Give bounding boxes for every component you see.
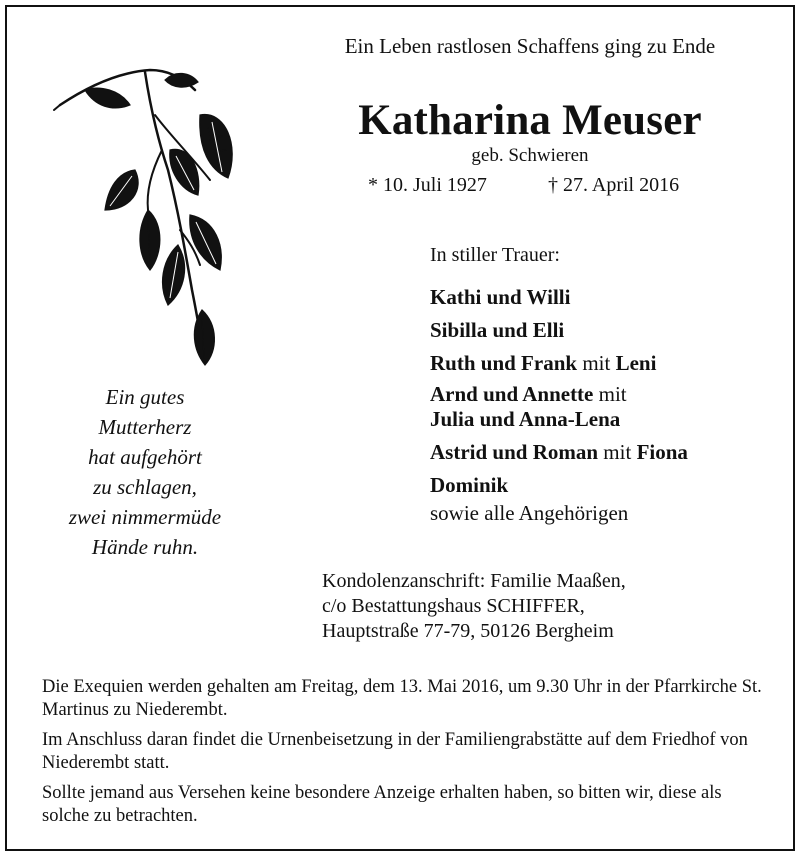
mourner-line bbox=[430, 381, 780, 407]
service-notes bbox=[42, 676, 772, 835]
mourners-label: In stiller Trauer: bbox=[430, 244, 560, 266]
mourner-connector: mit bbox=[577, 351, 616, 375]
mourner-line: sowie alle Angehörigen bbox=[430, 501, 629, 525]
mourner-name: Arnd und Annette bbox=[430, 382, 594, 406]
poem bbox=[20, 382, 270, 562]
leaf-branch-icon bbox=[50, 60, 290, 380]
birth-date: * 10. Juli 1927 bbox=[368, 174, 487, 196]
mourner-line: Kathi und Willi bbox=[430, 285, 571, 309]
maiden-name: geb. Schwieren bbox=[471, 145, 589, 166]
notice-note: Sollte jemand aus Versehen keine besondere Anzeige erhalten haben, so bitten wir, diese als solche zu betrachten. bbox=[42, 783, 722, 826]
header-line: Ein Leben rastlosen Schaffens ging zu Ende bbox=[344, 34, 716, 58]
condolence-line: Kondolenzanschrift: Familie Maaßen, bbox=[322, 570, 626, 592]
mourner-name: Ruth und Frank bbox=[430, 351, 578, 375]
mourner-line bbox=[430, 348, 780, 378]
mourner-line: Julia und Anna-Lena bbox=[430, 407, 621, 431]
poem-line: Hände ruhn. bbox=[91, 535, 199, 559]
poem-line: Mutterherz bbox=[98, 415, 192, 439]
mourner-name: Astrid und Roman bbox=[430, 440, 599, 464]
mourner-line: Dominik bbox=[430, 473, 509, 497]
deceased-name: Katharina Meuser bbox=[358, 97, 702, 144]
exequien-note: Die Exequien werden gehalten am Freitag, dem 13. Mai 2016, um 9.30 Uhr in der Pfarrkirche St. Martinus zu Niederembt. bbox=[42, 677, 762, 720]
poem-line: hat aufgehört bbox=[88, 445, 202, 469]
poem-line: zu schlagen, bbox=[93, 475, 197, 499]
mourner-connector: mit bbox=[598, 440, 637, 464]
burial-note: Im Anschluss daran findet die Urnenbeisetzung in der Familiengrabstätte auf dem Friedhof von Niederembt statt. bbox=[42, 730, 748, 773]
mourner-line bbox=[430, 437, 780, 467]
mourner-connector: mit bbox=[593, 382, 627, 406]
mourner-name: Leni bbox=[615, 351, 657, 375]
mourner-name: Fiona bbox=[636, 440, 688, 464]
poem-line: Ein gutes bbox=[105, 385, 185, 409]
condolence-line: Hauptstraße 77-79, 50126 Bergheim bbox=[322, 620, 614, 642]
poem-line: zwei nimmermüde bbox=[68, 505, 222, 529]
mourner-line: Sibilla und Elli bbox=[430, 318, 565, 342]
condolence-line: c/o Bestattungshaus SCHIFFER, bbox=[322, 595, 585, 617]
death-date: † 27. April 2016 bbox=[548, 174, 680, 196]
mourners-list bbox=[430, 282, 780, 526]
condolence-address bbox=[322, 569, 626, 644]
